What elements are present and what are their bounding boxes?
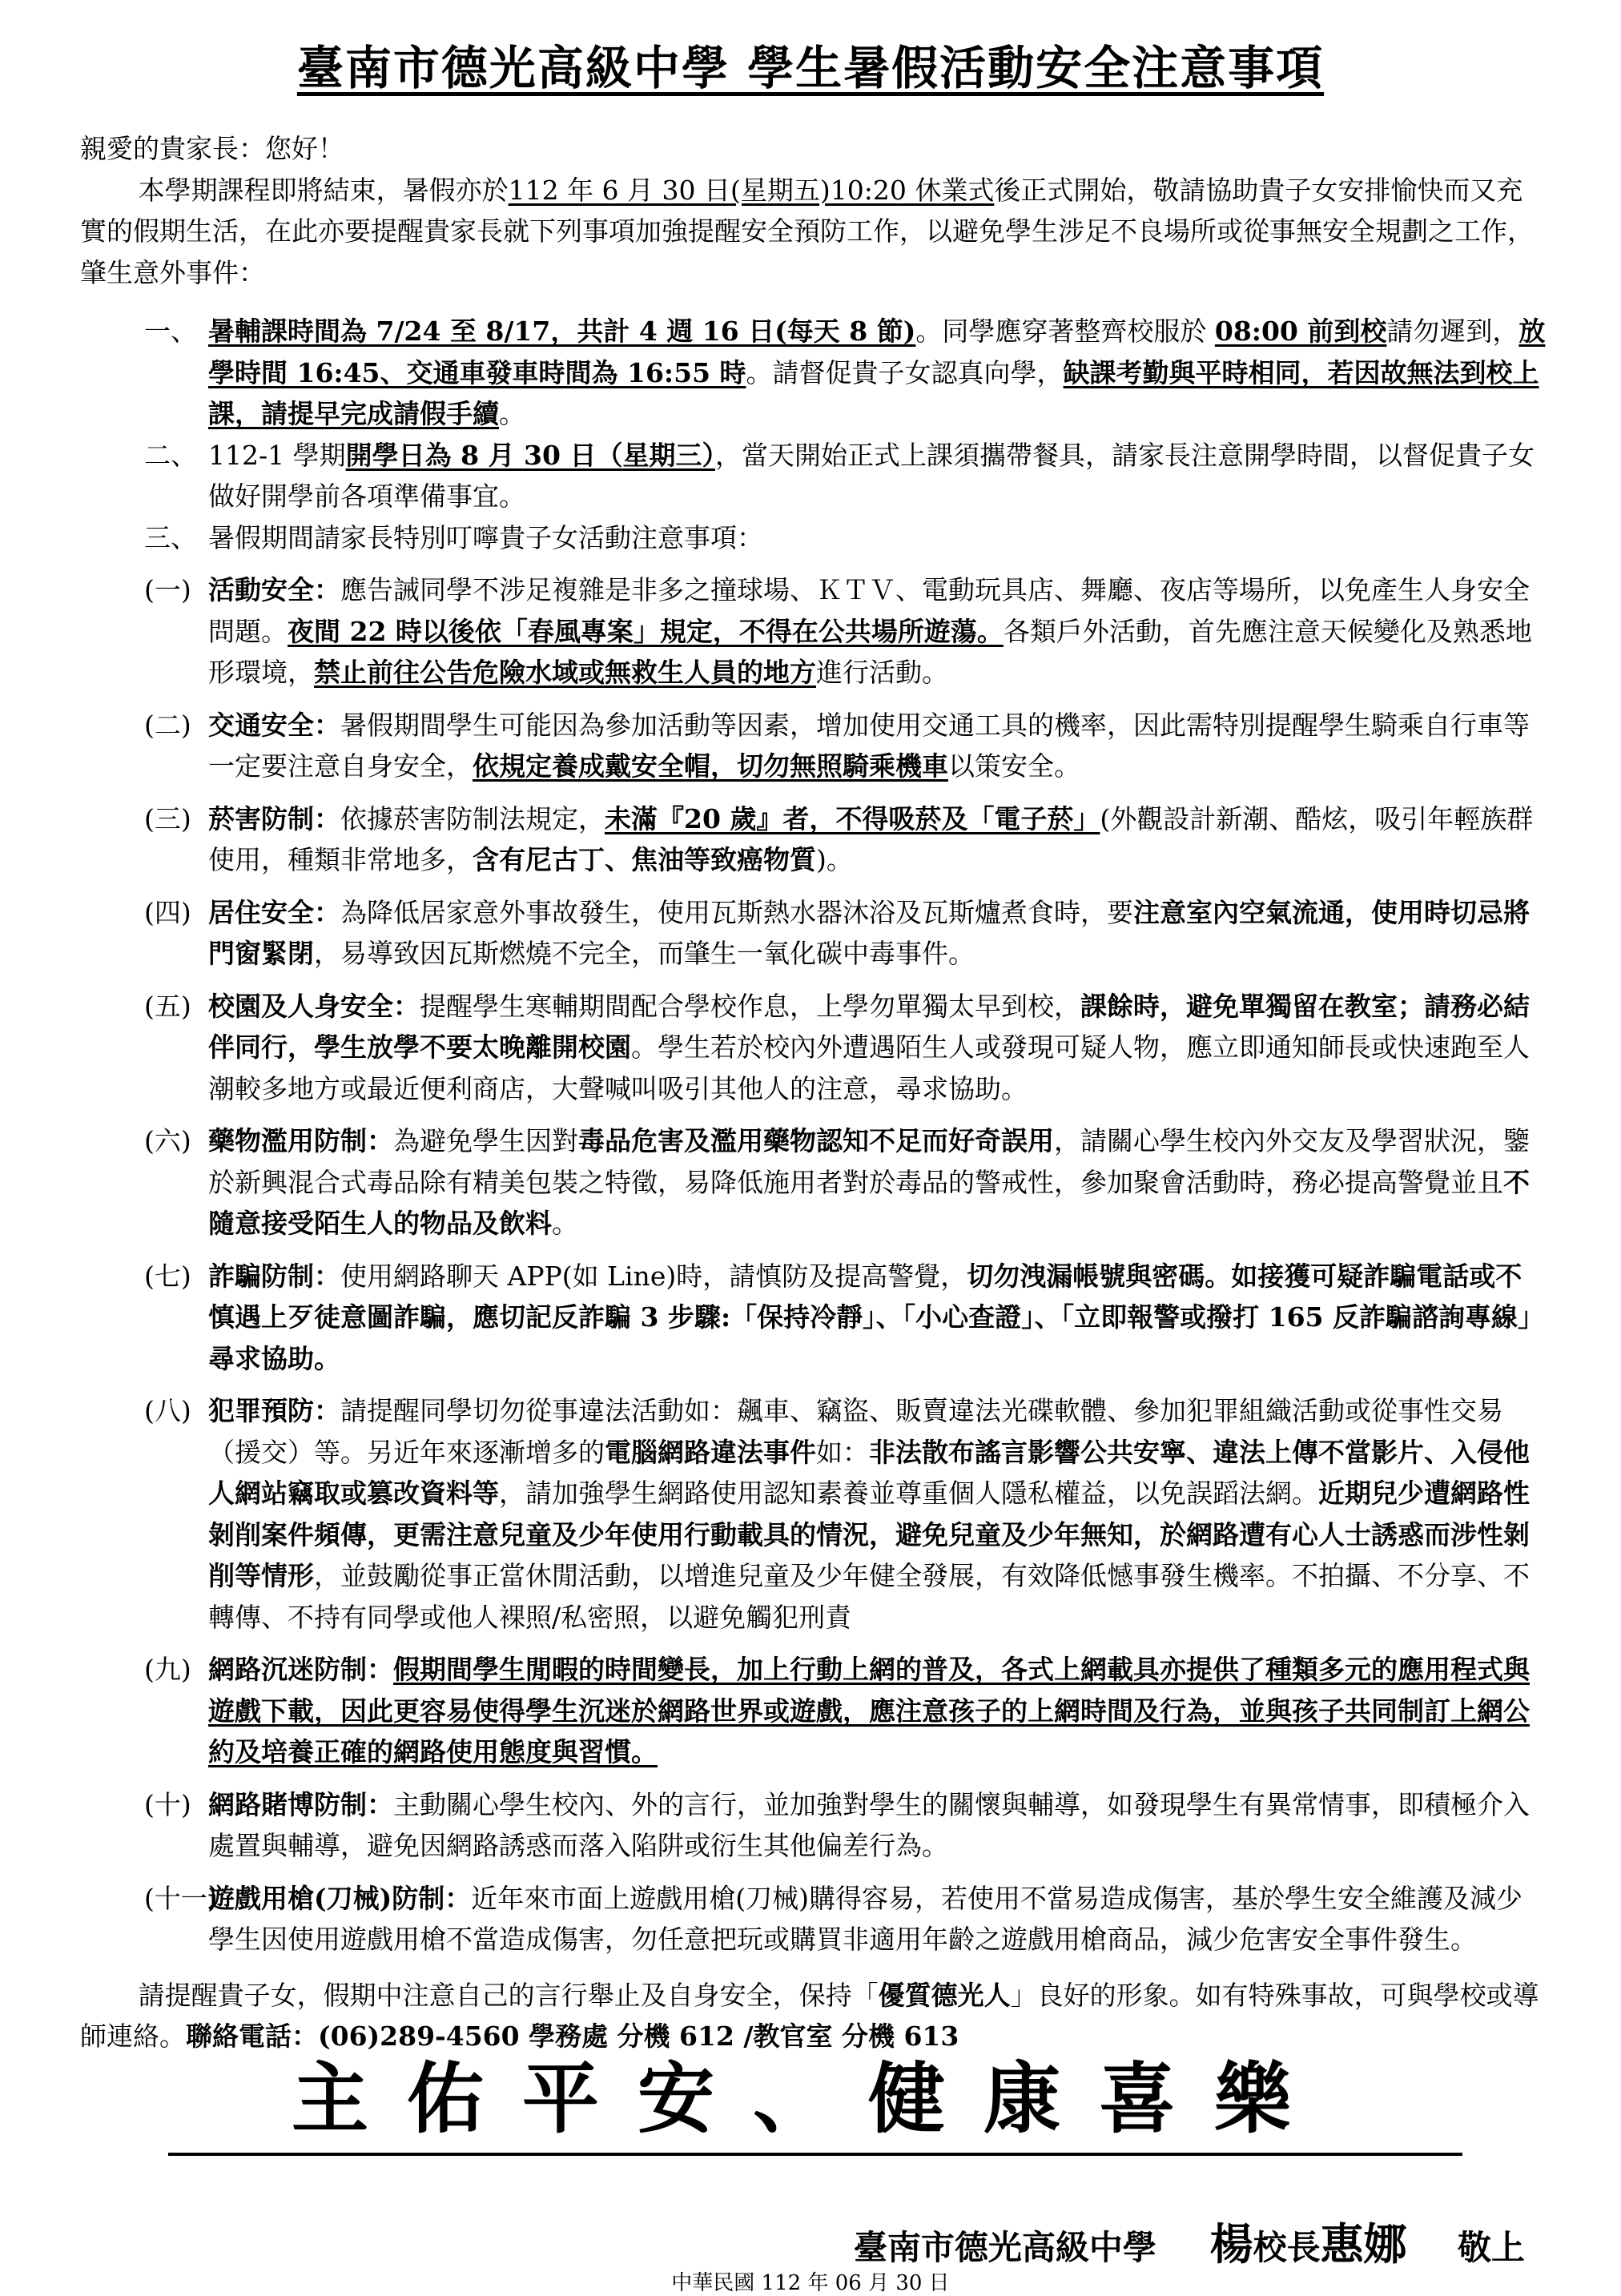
activity-text-run: 。學生若於校內外遭遇陌生人或發現可疑人物，應立即通知師長或快速跑至人潮較多地方或最近便利商店，大聲喊叫吸引其他人的注意，尋求協助。 xyxy=(208,1031,1530,1104)
activity-item xyxy=(144,1649,1546,1773)
activity-item-number: (五) xyxy=(144,990,191,1022)
activity-text-run: (外觀設計新潮、酷炫，吸引年輕族群使用，種類非常地多， xyxy=(208,802,1534,875)
main-text-run: 。同學應穿著整齊校服於 xyxy=(915,316,1215,347)
activity-text-run: 菸害防制： xyxy=(208,802,340,834)
activity-text-run: 電腦網路違法事件 xyxy=(605,1436,816,1468)
main-item-number: 三、 xyxy=(144,521,197,553)
school-name: 臺南市德光高級中學 xyxy=(853,2228,1156,2267)
activity-item xyxy=(144,1256,1546,1380)
activity-text-run: ，請加強學生網路使用認知素養並尊重個人隱私權益，以免誤蹈法網。 xyxy=(499,1478,1318,1509)
activity-text-run: 犯罪預防： xyxy=(208,1395,340,1426)
activity-item-number: (四) xyxy=(144,896,191,928)
activity-text-run: 禁止前往公告危險水域或無救生人員的地方 xyxy=(314,657,816,688)
activity-item xyxy=(144,569,1546,694)
activity-text-run: 校園及人身安全： xyxy=(208,990,420,1022)
activity-text-run: )。 xyxy=(816,844,853,875)
activity-text-run: 切勿洩漏帳號與密碼。如接獲可疑詐騙電話或不慎遇上歹徒意圖詐騙，應切記反詐騙 3 步驟:「保持冷靜」、「小心查證」、「立即報警或撥打 165 反詐騙諮詢專線」尋求協助。 xyxy=(208,1260,1544,1374)
activity-text-run: 依規定養成戴安全帽，切勿無照騎乘機車 xyxy=(473,750,948,782)
main-text-run: 暑輔課時間為 7/24 至 8/17，共計 4 週 16 日(每天 8 節) xyxy=(208,316,916,347)
activity-item-number: (七) xyxy=(144,1260,191,1292)
main-text-run: 112-1 學期 xyxy=(208,439,346,471)
respect-closing: 敬上 xyxy=(1457,2228,1525,2267)
main-item xyxy=(144,435,1546,517)
activity-item-text xyxy=(208,1649,1546,1773)
activity-item-number: (一) xyxy=(144,574,191,605)
activity-text-run: 未滿『20 歲』者，不得吸菸及「電子菸」 xyxy=(605,802,1100,834)
activity-text-run: 含有尼古丁、焦油等致癌物質 xyxy=(473,844,816,875)
activity-item-number: (九) xyxy=(144,1654,191,1685)
activity-item xyxy=(144,986,1546,1110)
activity-text-run: 近年來市面上遊戲用槍(刀械)購得容易，若使用不當易造成傷害，基於學生安全維護及減少學生因使用遊戲用槍不當造成傷害，勿任意把玩或購買非適用年齡之遊戲用槍商品，減少危害安全事件發生。 xyxy=(208,1882,1522,1955)
main-item xyxy=(144,311,1546,435)
activity-item-number: (六) xyxy=(144,1125,191,1156)
activity-text-run: 進行活動。 xyxy=(816,657,948,688)
activity-item xyxy=(144,705,1546,787)
intro-text-a: 本學期課程即將結束，暑假亦於 xyxy=(138,174,509,206)
principal-surname: 楊 xyxy=(1209,2218,1253,2270)
activity-item-text xyxy=(208,1784,1546,1867)
activity-item-number: (二) xyxy=(144,709,191,741)
activity-item xyxy=(144,892,1546,975)
motto-underline xyxy=(168,2153,1462,2156)
activity-text-run: 活動安全： xyxy=(208,574,340,605)
activity-text-run: 假期間學生閒暇的時間變長，加上行動上網的普及，各式上網載具亦提供了種類多元的應用程式與遊戲下載，因此更容易使得學生沉迷於網路世界或遊戲，應注意孩子的上網時間及行為，並與孩子共同制訂上網公約及培養正確的網路使用態度與習慣。 xyxy=(208,1654,1530,1767)
activity-safety-items xyxy=(80,569,1546,1960)
activity-item-text xyxy=(208,1256,1546,1380)
activity-text-run: 課餘時，避免單獨留在教室；請務必結伴同行，學生放學不要太晚離開校園 xyxy=(208,990,1530,1063)
main-item xyxy=(144,517,1546,559)
main-text-run: 。 xyxy=(499,398,525,429)
intro-text-c: 後正式開始，敬請協助貴子女安排愉快而又充實的假期生活，在此亦要提醒貴家長就下列事項加強提醒安全預防工作，以避免學生涉足不良場所或從事無安全規劃之工作，肇生意外事件： xyxy=(80,174,1534,288)
activity-text-run: 為避免學生因對 xyxy=(393,1125,578,1156)
activity-item-text xyxy=(208,892,1546,975)
main-text-run: 請勿遲到， xyxy=(1386,316,1519,347)
activity-item-number: (八) xyxy=(144,1395,191,1426)
activity-item-number: (十) xyxy=(144,1788,191,1820)
activity-text-run: ，請關心學生校內外交友及學習狀況，鑒於新興混合式毒品除有精美包裝之特徵，易降低施用者對於毒品的警戒性，參加聚會活動時，務必提高警覺並且 xyxy=(208,1125,1530,1198)
activity-text-run: 非法散布謠言影響公共安寧、違法上傳不當影片、入侵他人網站竊取或篡改資料等 xyxy=(208,1436,1530,1509)
activity-item xyxy=(144,1784,1546,1867)
signoff xyxy=(854,2210,1525,2272)
main-item-text xyxy=(208,517,1546,559)
activity-item-text xyxy=(208,1878,1546,1960)
principal-given-name: 惠娜 xyxy=(1320,2218,1407,2270)
activity-text-run: 應告誡同學不涉足複雜是非多之撞球場、ＫＴＶ、電動玩具店、舞廳、夜店等場所，以免產生人身安全問題。 xyxy=(208,574,1530,647)
activity-item-number: (十一) xyxy=(144,1882,218,1914)
main-text-run: 放學時間 16:45、交通車發車時間為 16:55 時 xyxy=(208,316,1546,388)
activity-text-run: 遊戲用槍(刀械)防制： xyxy=(208,1882,472,1914)
greeting: 親愛的貴家長：您好！ xyxy=(80,133,344,164)
activity-text-run: 以策安全。 xyxy=(948,750,1080,782)
activity-text-run: 交通安全： xyxy=(208,709,340,741)
document-date: 中華民國 112 年 06 月 30 日 xyxy=(671,2271,950,2295)
activity-text-run: 詐騙防制： xyxy=(208,1260,340,1292)
contact-info: 聯絡電話：(06)289-4560 學務處 分機 612 /教官室 分機 613 xyxy=(186,2021,959,2052)
main-text-run: ，當天開始正式上課須攜帶餐具，請家長注意開學時間，以督促貴子女做好開學前各項準備事宜。 xyxy=(208,439,1535,512)
activity-text-run: 網路沉迷防制： xyxy=(208,1654,393,1685)
main-item-number: 二、 xyxy=(144,439,197,471)
main-text-run: 暑假期間請家長特別叮嚀貴子女活動注意事項： xyxy=(208,521,763,553)
main-item-text xyxy=(208,435,1546,517)
activity-text-run: 依據菸害防制法規定， xyxy=(340,802,605,834)
activity-text-run: 注意室內空氣流通，使用時切忌將門窗緊閉 xyxy=(208,896,1530,969)
activity-text-run: 主動關心學生校內、外的言行，並加強對學生的關懷與輔導，如發現學生有異常情事，即積極介入處置與輔導，避免因網路誘惑而落入陷阱或衍生其他偏差行為。 xyxy=(208,1788,1530,1861)
activity-text-run: 各類戶外活動，首先應注意天候變化及熟悉地形環境， xyxy=(208,615,1532,688)
activity-item-text xyxy=(208,569,1546,694)
activity-text-run: ，並鼓勵從事正當休閒活動，以增進兒童及少年健全發展，有效降低憾事發生機率。不拍攝、不分享、不轉傳、不持有同學或他人裸照/私密照，以避免觸犯刑責 xyxy=(208,1560,1530,1633)
activity-item-number: (三) xyxy=(144,802,191,834)
activity-item xyxy=(144,1390,1546,1638)
main-text-run: 。請督促貴子女認真向學， xyxy=(746,356,1064,388)
activity-text-run: 請提醒同學切勿從事違法活動如：飆車、竊盜、販賣違法光碟軟體、參加犯罪組織活動或從事性交易（援交）等。另近年來逐漸增多的 xyxy=(208,1395,1503,1468)
main-item-text xyxy=(208,311,1546,435)
closing-text-a: 請提醒貴子女，假期中注意自己的言行舉止及自身安全，保持「 xyxy=(138,1979,879,2011)
main-items xyxy=(80,311,1546,558)
principal-title: 校長 xyxy=(1253,2228,1321,2267)
main-item-number: 一、 xyxy=(144,316,197,347)
closing-text-c: 」良好的形象。如有特殊事故，可與學校或導師連絡。 xyxy=(80,1979,1539,2052)
activity-item xyxy=(144,1878,1546,1960)
page-title: 臺南市德光高級中學 學生暑假活動安全注意事項 xyxy=(296,41,1325,95)
main-text-run: 開學日為 8 月 30 日（星期三） xyxy=(345,439,715,471)
activity-text-run: 近期兒少遭網路性剝削案件頻傳，更需注意兒童及少年使用行動載具的情況，避免兒童及少年無知，於網路遭有心人士誘惑而涉性剝削等情形 xyxy=(208,1478,1530,1591)
activity-item-text xyxy=(208,1390,1546,1638)
activity-item-text xyxy=(208,798,1546,881)
activity-text-run: 毒品危害及濫用藥物認知不足而好奇誤用 xyxy=(578,1125,1054,1156)
closing-highlight: 優質德光人 xyxy=(878,1979,1011,2011)
activity-text-run: 提醒學生寒輔期間配合學校作息，上學勿單獨太早到校， xyxy=(420,990,1080,1022)
activity-text-run: 使用網路聊天 APP(如 Line)時，請慎防及提高警覺， xyxy=(340,1260,967,1292)
activity-text-run: 為降低居家意外事故發生，使用瓦斯熱水器沐浴及瓦斯爐煮食時，要 xyxy=(340,896,1133,928)
intro-date-highlight: 112 年 6 月 30 日(星期五)10:20 休業式 xyxy=(508,174,995,206)
activity-text-run: 暑假期間學生可能因為參加活動等因素，增加使用交通工具的機率，因此需特別提醒學生騎乘自行車等一定要注意自身安全， xyxy=(208,709,1530,782)
main-text-run: 缺課考勤與平時相同，若因故無法到校上課，請提早完成請假手續 xyxy=(208,356,1539,429)
activity-text-run: 如： xyxy=(816,1436,869,1468)
activity-text-run: ，易導致因瓦斯燃燒不完全，而肇生一氧化碳中毒事件。 xyxy=(314,938,975,969)
activity-item-text xyxy=(208,986,1546,1110)
activity-item xyxy=(144,798,1546,881)
activity-item-text xyxy=(208,1120,1546,1245)
activity-text-run: 。 xyxy=(552,1208,578,1239)
activity-text-run: 網路賭博防制： xyxy=(208,1788,393,1820)
activity-text-run: 夜間 22 時以後依「春風專案」規定，不得在公共場所遊蕩。 xyxy=(288,615,1004,647)
activity-text-run: 居住安全： xyxy=(208,896,340,928)
activity-item-text xyxy=(208,705,1546,787)
intro-paragraph xyxy=(80,170,1546,294)
notice-body xyxy=(80,128,1546,2057)
activity-text-run: 不隨意接受陌生人的物品及飲料 xyxy=(208,1166,1530,1239)
motto: 主佑平安、健康喜樂 xyxy=(292,2053,1329,2144)
main-text-run: 08:00 前到校 xyxy=(1214,316,1387,347)
activity-item xyxy=(144,1120,1546,1245)
activity-text-run: 藥物濫用防制： xyxy=(208,1125,393,1156)
